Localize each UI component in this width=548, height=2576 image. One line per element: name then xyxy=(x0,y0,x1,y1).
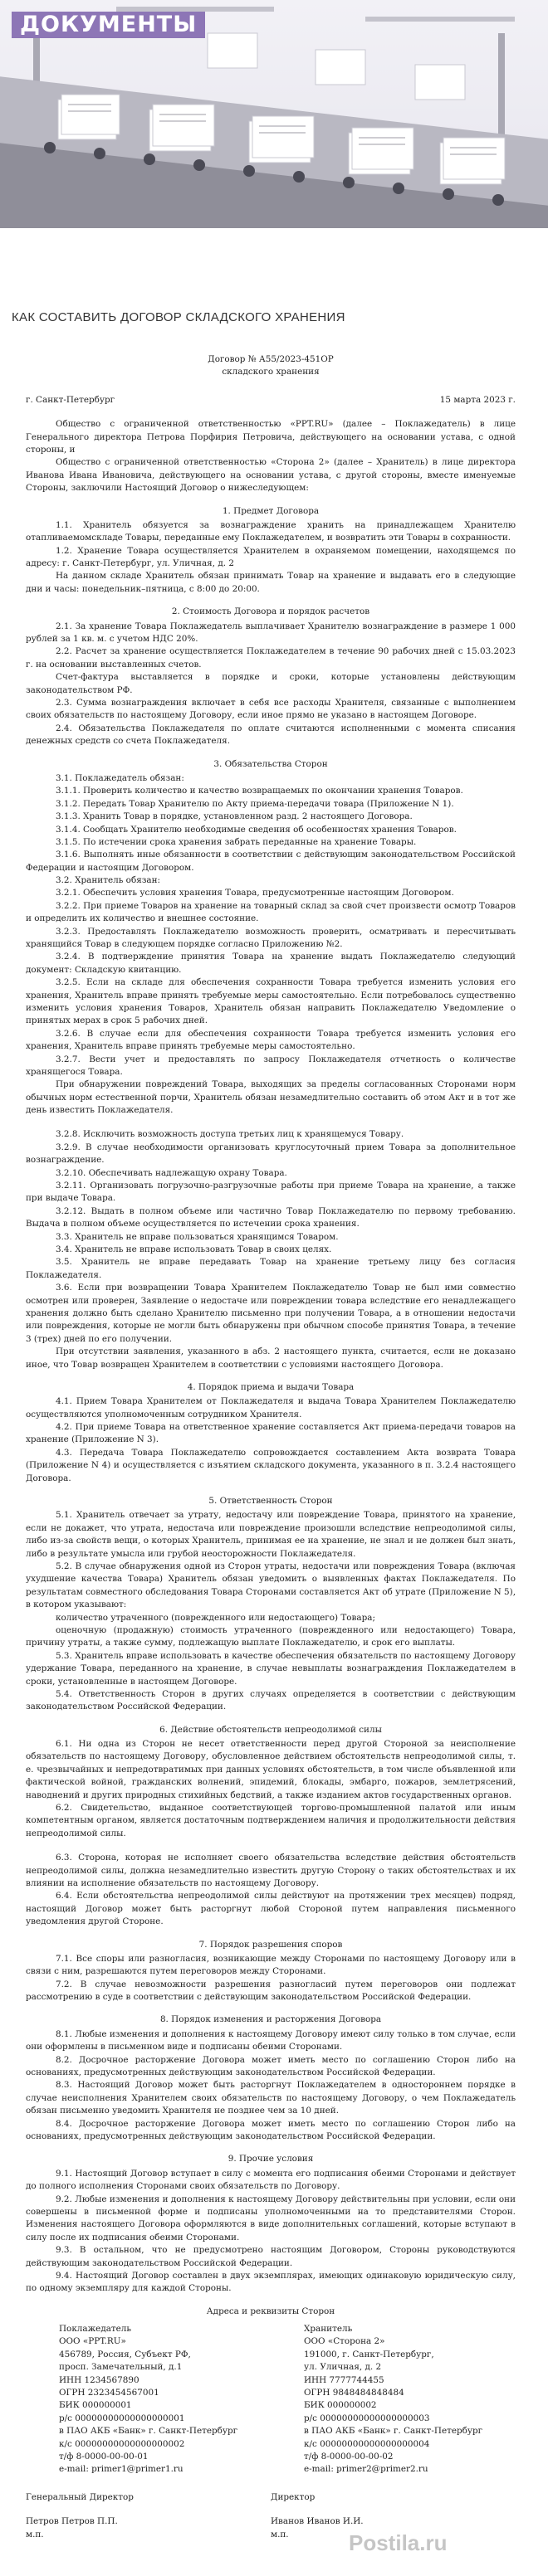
paragraph: 3.2.5. Если на складе для обеспечения сохранности Товара требуется изменить условия его хранения, Хранитель вправе принять требуемые меры самостоятельно. Если потребовалось существенно изменить условия хранения Товаров, Хранитель обязан направить Поклажедателю Уведомление о принятых мерах в срок 5 рабочих дней. xyxy=(26,977,516,1026)
signer-name: Петров Петров П.П. xyxy=(26,2516,118,2527)
paragraph: 1.2. Хранение Товара осуществляется Хранителем в охраняемом помещении, находящемся по адресу: г. Санкт-Петербург, ул. Уличная, д. 2 xyxy=(26,545,516,569)
paragraph: Общество с ограниченной ответственностью «PPT.RU» (далее – Поклажедатель) в лице Генерального директора Петрова Порфирия Петровича, действующего на основании устава, с одной стороны, и xyxy=(26,419,516,455)
party-line: к/с 00000000000000000004 xyxy=(304,2438,430,2449)
section-heading: Адреса и реквизиты Сторон xyxy=(206,2306,335,2316)
section-heading: 2. Стоимость Договора и порядок расчетов xyxy=(171,606,370,617)
header-banner xyxy=(0,0,548,228)
signer-position: Директор xyxy=(271,2491,316,2502)
paragraph: 3.2. Хранитель обязан: xyxy=(56,875,161,886)
section-heading: 3. Обязательства Сторон xyxy=(213,758,328,769)
paragraph: 3.6. Если при возвращении Товара Хранителем Поклажедателю Товар не был ими совместно осмотрен или проверен, Заявление о недостаче или повреждении товара вследствие его ненадлежащего хранения должно быть сделано Хранителю письменно при получении Товара, а в отношении недостачи или повреждения, которые не могли быть обнаружены при обычном способе принятия Товара, в течение 3 (трех) дней по его получении. xyxy=(26,1283,516,1344)
contract-city: г. Санкт-Петербург xyxy=(26,394,115,405)
party-line: ООО «PPT.RU» xyxy=(59,2336,126,2347)
paragraph: 5.4. Ответственность Сторон в других случаях определяется в соответствии с действующим законодательством Российской Федерации. xyxy=(26,1688,516,1712)
party-line: р/с 00000000000000000001 xyxy=(59,2413,185,2423)
section-heading: 4. Порядок приема и выдачи Товара xyxy=(187,1381,355,1392)
paragraph: На данном складе Хранитель обязан принимать Товар на хранение и выдавать его в следующие дни и часы: понедельник–пятница, с 8:00 до 20:00. xyxy=(26,571,516,594)
paragraph: 3.2.10. Обеспечивать надлежащую охрану Товара. xyxy=(56,1167,287,1178)
paragraph: 7.1. Все споры или разногласия, возникающие между Сторонами по настоящему Договору или в связи с ним, разрешаются путем переговоров между Сторонами. xyxy=(26,1953,516,1977)
party-line: просп. Замечательный, д.1 xyxy=(59,2362,183,2373)
paragraph: 3.2.11. Организовать погрузочно-разгрузочные работы при приеме Товара на хранение, а также при выдаче Товара. xyxy=(26,1181,516,1204)
party-line: ОГРН 2323454567001 xyxy=(59,2388,159,2398)
paragraph: 7.2. В случае невозможности разрешения разногласий путем переговоров они подлежат рассмотрению в суде в соответствии с действующим законодательством Российской Федерации. xyxy=(26,1979,516,2003)
signer-name: Иванов Иванов И.И. xyxy=(271,2516,364,2527)
paragraph: 9.2. Любые изменения и дополнения к настоящему Договору действительны при условии, если они совершены в письменной форме и подписаны уполномоченными на то представителями Сторон. Изменения настоящего Договора оформляются в виде дополнительных соглашений, которые вступают в силу после их подписания обеими Сторонами. xyxy=(26,2194,516,2242)
spacer xyxy=(26,1117,516,1128)
stamp-place: м.п. xyxy=(26,2529,44,2539)
paragraph: 8.1. Любые изменения и дополнения к настоящему Договору имеют силу только в том случае, если они оформлены в письменном виде и подписаны обеими Сторонами. xyxy=(26,2028,516,2053)
party-line: в ПАО АКБ «Банк» г. Санкт-Петербург xyxy=(304,2426,483,2437)
paragraph: 3.2.9. В случае необходимости организовать круглосуточный прием Товара за дополнительное вознаграждение. xyxy=(26,1142,516,1166)
paragraph: 5.3. Хранитель вправе использовать в качестве обеспечения обязательств по настоящему Договору удержание Товара, переданного на хранение, в случае невыплаты вознаграждения Поклажедателем в сроки, установленные в настоящем Договоре. xyxy=(26,1650,516,1687)
paragraph: 5.2. В случае обнаружения одной из Сторон утраты, недостачи или повреждения Товара (включая ухудшение качества Товара) Хранитель обязан уведомить о выявленных фактах Поклажедателя. По результатам совместного обследования Товара Сторонами составляется Акт об утрате (Приложение N 5), в котором указывают: xyxy=(26,1561,516,1610)
paragraph: 2.3. Сумма вознаграждения включает в себя все расходы Хранителя, связанные с выполнением своих обязательств по настоящему Договору, если иное прямо не указано в настоящем Договоре. xyxy=(26,697,516,721)
site-watermark: Postila.ru xyxy=(349,2530,448,2555)
paragraph: 5.1. Хранитель отвечает за утрату, недостачу или повреждение Товара, принятого на хранение, если не докажет, что утрата, недостача или повреждение произошли вследствие непреодолимой силы, либо из-за свойств вещи, о которых Хранитель, принимая ее на хранение, не знал и не должен был знать, либо в результате умысла или грубой неосторожности Поклажедателя. xyxy=(26,1510,516,1559)
contract-title: Договор № А55/2023-451ОР xyxy=(208,354,334,364)
paragraph: 2.2. Расчет за хранение осуществляется Поклажедателем в течение 90 рабочих дней с 15.03.2023 г. на основании выставленных счетов. xyxy=(26,646,516,670)
paragraph: 3.2.3. Предоставлять Поклажедателю возможность проверить, осматривать и пересчитывать хранящийся Товар в следующем порядке согласно Приложению №2. xyxy=(26,926,516,950)
paragraph: 3.2.2. При приеме Товаров на хранение на товарный склад за свой счет произвести осмотр Товаров и определить их количество и внешнее состояние. xyxy=(26,900,516,924)
party-line: БИК 000000001 xyxy=(59,2400,132,2411)
party-line: ООО «Сторона 2» xyxy=(304,2336,385,2347)
contract-date: 15 марта 2023 г. xyxy=(439,394,516,405)
paragraph: оценочную (продажную) стоимость утраченного (поврежденного или недостающего) Товара, причину утраты, а также сумму, подлежащую выплате Поклажедателю, и срок его выплаты. xyxy=(26,1624,516,1648)
section-heading: 6. Действие обстоятельств непреодолимой силы xyxy=(159,1724,382,1735)
paragraph: 6.2. Свидетельство, выданное соответствующей торгово-промышленной палатой или иным компетентным органом, является достаточным подтверждением наличия и продолжительности действия непреодолимой силы. xyxy=(26,1803,516,1838)
contract-subtitle: складского хранения xyxy=(222,367,320,377)
paragraph: 3.2.8. Исключить возможность доступа третьих лиц к хранящемуся Товару. xyxy=(56,1129,404,1140)
party-right xyxy=(271,2323,516,2476)
section-heading: 7. Порядок разрешения споров xyxy=(198,1939,343,1950)
paragraph: 6.3. Сторона, которая не исполняет своего обязательства вследствие действия обстоятельств непреодолимой силы, должна незамедлительно известить другую Сторону о таких обстоятельствах и их влиянии на исполнение обязательств по настоящему Договору. xyxy=(26,1853,516,1888)
paragraph: 3.1.5. По истечении срока хранения забрать переданные на хранение Товары. xyxy=(56,836,417,847)
contract-document xyxy=(26,353,516,2541)
signature-left xyxy=(26,2491,271,2541)
article-heading: КАК СОСТАВИТЬ ДОГОВОР СКЛАДСКОГО ХРАНЕНИЯ xyxy=(12,310,345,324)
party-role: Поклажедатель xyxy=(59,2324,132,2335)
paragraph: 3.3. Хранитель не вправе пользоваться хранящимся Товаром. xyxy=(56,1231,339,1242)
paragraph: 3.2.4. В подтверждение принятия Товара на хранение выдать Поклажедателю следующий документ: Складскую квитанцию. xyxy=(26,952,516,975)
party-line: e-mail: primer1@primer1.ru xyxy=(59,2464,183,2475)
paragraph: 2.1. За хранение Товара Поклажедатель выплачивает Хранителю вознаграждение в размере 1 000 рублей за 1 кв. м. с учетом НДС 20%. xyxy=(26,621,516,645)
party-line: т/ф 8-0000-00-00-02 xyxy=(304,2451,394,2462)
signer-position: Генеральный Директор xyxy=(26,2491,134,2502)
paragraph: 3.2.1. Обеспечить условия хранения Товара, предусмотренные настоящим Договором. xyxy=(56,888,454,898)
paragraph: 3.1. Поклажедатель обязан: xyxy=(56,772,184,783)
paragraph: 3.1.2. Передать Товар Хранителю по Акту приема-передачи товара (Приложение N 1). xyxy=(56,798,454,809)
paragraph: При отсутствии заявления, указанного в абз. 2 настоящего пункта, считается, если не доказано иное, что Товар возвращен Хранителем в соответствии с условиями настоящего Договора. xyxy=(26,1346,516,1370)
paragraph: 3.2.6. В случае если для обеспечения сохранности Товара требуется изменить условия его хранения, Хранитель вправе принять требуемые меры самостоятельно. xyxy=(26,1028,516,1052)
stamp-place: м.п. xyxy=(271,2529,289,2539)
party-role: Хранитель xyxy=(304,2324,353,2335)
party-line: ИНН 1234567890 xyxy=(59,2374,139,2385)
paragraph: 4.3. Передача Товара Поклажедателю сопровождается составлением Акта возврата Товара (Приложение N 4) и осуществляется с изъятием складского документа, указанного в п. 3.2.4 настоящего Договора. xyxy=(26,1447,516,1483)
party-requisites xyxy=(26,2323,516,2476)
party-line: к/с 00000000000000000002 xyxy=(59,2438,185,2449)
party-line: ул. Уличная, д. 2 xyxy=(304,2362,382,2373)
paragraph: 3.1.3. Хранить Товар в порядке, установленном разд. 2 настоящего Договора. xyxy=(56,811,413,822)
section-heading: 8. Порядок изменения и расторжения Договора xyxy=(159,2014,382,2025)
party-line: ОГРН 9848484848484 xyxy=(304,2388,404,2398)
spacer xyxy=(26,1840,516,1852)
party-line: 191000, г. Санкт-Петербург, xyxy=(304,2349,434,2359)
paragraph: 1.1. Хранитель обязуется за вознаграждение хранить на принадлежащем Хранителю отапливаемомскладе Товары, переданные ему Поклажедателем, и возвратить эти Товары в сохранности. xyxy=(26,519,516,543)
paragraph: 3.2.7. Вести учет и предоставлять по запросу Поклажедателя отчетность о количестве хранящегося Товара. xyxy=(26,1054,516,1077)
party-line: т/ф 8-0000-00-00-01 xyxy=(59,2451,149,2462)
paragraph: 9.4. Настоящий Договор составлен в двух экземплярах, имеющих одинаковую юридическую силу, по одному экземпляру для каждой Стороны. xyxy=(26,2270,516,2294)
section-heading: 1. Предмет Договора xyxy=(222,505,320,516)
party-line: ИНН 7777744455 xyxy=(304,2374,384,2385)
paragraph: 9.3. В остальном, что не предусмотрено настоящим Договором, Стороны руководствуются действующим законодательством Российской Федерации. xyxy=(26,2245,516,2268)
banner-title: ДОКУМЕНТЫ xyxy=(12,12,205,38)
paragraph: 8.4. Досрочное расторжение Договора может иметь место по соглашению Сторон либо на основаниях, предусмотренных действующим законодательством Российской Федерации. xyxy=(26,2118,516,2141)
paragraph: 9.1. Настоящий Договор вступает в силу с момента его подписания обеими Сторонами и действует до полного исполнения Сторонами своих обязательств по Договору. xyxy=(26,2168,516,2192)
paragraph: 8.2. Досрочное расторжение Договора может иметь место по соглашению Сторон либо на основаниях, предусмотренных действующим законодательством Российской Федерации. xyxy=(26,2054,516,2078)
paragraph: 2.4. Обязательства Поклажедателя по оплате считаются исполненными с момента списания денежных средств со счета Поклажедателя. xyxy=(26,723,516,747)
paragraph: 3.1.1. Проверить количество и качество возвращаемых по окончании хранения Товаров. xyxy=(56,786,463,796)
paragraph: 3.2.12. Выдать в полном объеме или частично Товар Поклажедателю по первому требованию. Выдача в полном объеме осуществляется по истечении срока хранения. xyxy=(26,1205,516,1230)
paragraph: 6.1. Ни одна из Сторон не несет ответственности перед другой Стороной за неисполнение обязательств по настоящему Договору, обусловленное действием обстоятельств непреодолимой силы, т. е. чрезвычайных и непредотвратимых при данных условиях обстоятельств, в том числе объявленной или фактической войной, гражданских волнений, эпидемий, блокады, эмбарго, пожаров, землетрясений, наводнений и других природных стихийных бедствий, а также изданием актов государственных органов. xyxy=(26,1739,516,1800)
paragraph: количество утраченного (поврежденного или недостающего) Товара; xyxy=(56,1612,375,1623)
paragraph: 3.1.4. Сообщать Хранителю необходимые сведения об особенностях хранения Товаров. xyxy=(56,824,457,835)
paragraph: 3.5. Хранитель не вправе передавать Товар на хранение третьему лицу без согласия Поклажедателя. xyxy=(26,1257,516,1280)
party-line: БИК 000000002 xyxy=(304,2400,377,2411)
party-line: р/с 00000000000000000003 xyxy=(304,2413,430,2423)
party-left xyxy=(26,2323,271,2476)
party-line: в ПАО АКБ «Банк» г. Санкт-Петербург xyxy=(59,2426,238,2437)
paragraph: При обнаружении повреждений Товара, выходящих за пределы согласованных Сторонами норм обычных норм естественной порчи, Хранитель обязан незамедлительно составить об этом Акт и в тот же день известить Поклажедателя. xyxy=(26,1079,516,1116)
section-heading: 9. Прочие условия xyxy=(228,2154,314,2165)
paragraph: 6.4. Если обстоятельства непреодолимой силы действуют на протяжении трех месяцев) подряд, настоящий Договор может быть расторгнут любой Стороной путем направления письменного уведомления другой Стороне. xyxy=(26,1891,516,1927)
place-date-row xyxy=(26,394,516,407)
party-line: e-mail: primer2@primer2.ru xyxy=(304,2464,428,2475)
section-heading: 5. Ответственность Сторон xyxy=(208,1496,333,1507)
paragraph: 4.1. Прием Товара Хранителем от Поклажедателя и выдача Товара Хранителем Поклажедателю осуществляются уполномоченным сотрудником Хранителя. xyxy=(26,1396,516,1419)
party-line: 456789, Россия, Субъект РФ, xyxy=(59,2349,191,2359)
paragraph: 8.3. Настоящий Договор может быть расторгнут Поклажедателем в одностороннем порядке в случае неисполнения Хранителем своих обязательств по настоящему Договору, о чем Поклажедатель обязан письменно уведомить Хранителя не позднее чем за 10 дней. xyxy=(26,2080,516,2116)
paragraph: 3.4. Хранитель не вправе использовать Товар в своих целях. xyxy=(56,1244,332,1254)
paragraph: Общество с ограниченной ответственностью «Сторона 2» (далее – Хранитель) в лице директора Иванова Ивана Ивановича, действующего на основании устава, с другой стороны, вместе именуемые Стороны, заключили Настоящий Договор о нижеследующем: xyxy=(26,457,516,494)
paragraph: 3.1.6. Выполнять иные обязанности в соответствии с действующим законодательством Российской Федерации и настоящим Договором. xyxy=(26,850,516,873)
paragraph: Счет-фактура выставляется в порядке и сроки, которые установлены действующим законодательством РФ. xyxy=(26,672,516,695)
paragraph: 4.2. При приеме Товара на ответственное хранение составляется Акт приема-передачи товаров на хранение (Приложение N 3). xyxy=(26,1422,516,1445)
